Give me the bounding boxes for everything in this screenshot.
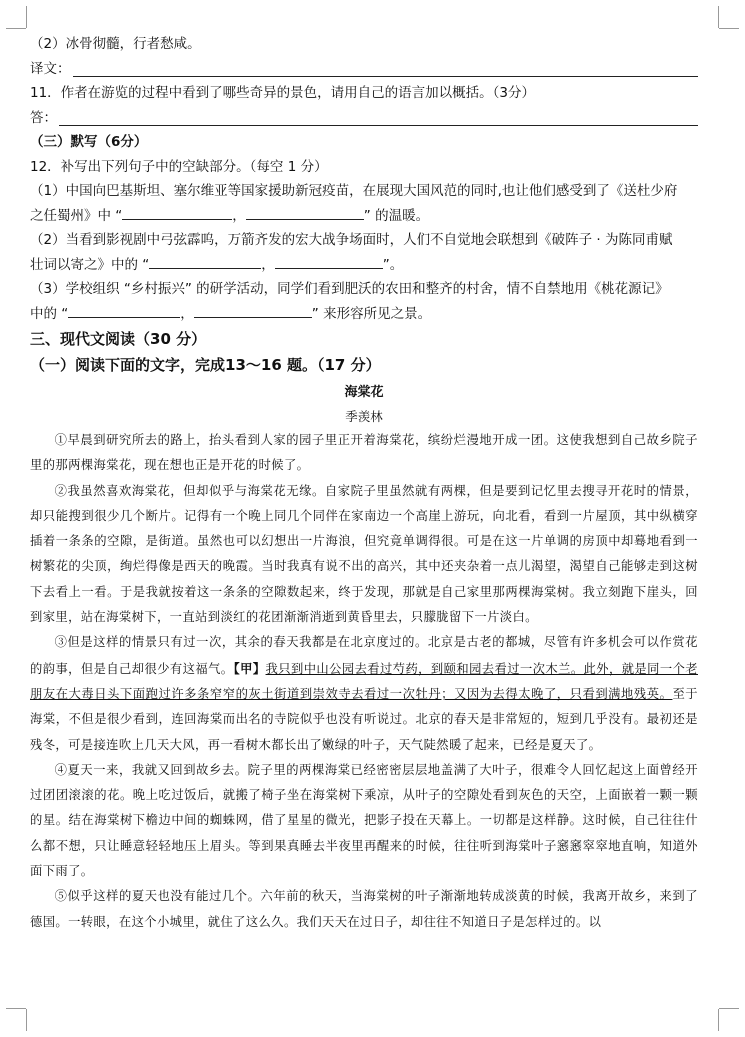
crop-mark-bottom-right-vertical: [718, 1009, 719, 1031]
paragraph-5: ⑤似乎这样的夏天也没有能过几个。六年前的秋天，当海棠树的叶子渐渐地转成淡黄的时候，我离开故乡，来到了德国。一转眼，在这个小城里，就住了这么久。我们天天在过日子，却往往不知道日子是怎样过的。以: [30, 889, 698, 929]
q12-item2-line1: （2）当看到影视剧中弓弦霹呜，万箭齐发的宏大战争场面时，人们不自觉地会联想到《破阵子 · 为陈同甫赋: [30, 232, 673, 248]
q12-intro: 12．补写出下列句子中的空缺部分。（每空 1 分）: [30, 158, 328, 175]
paragraph-4: ④夏天一来，我就又回到故乡去。院子里的两棵海棠已经密密层层地盖满了大叶子，很难令人回忆起这上面曾经开过团团滚滚的花。晚上吃过饭后，就搬了椅子坐在海棠树下乘凉，从叶子的空隙处看到灰色的天空，上面嵌着一颗一颗的星。结在海棠树下檐边中间的蜘蛛网，借了星星的微光，把影子投在天幕上。一切都是这样静。这时候，自己往往什么都不想，只让睡意轻轻地压上眉头。等到果真睡去半夜里再醒来的时候，往往听到海棠叶子窸窸窣窣地直响，知道外面下雨了。: [30, 762, 698, 879]
dictation-heading: （三）默写（6分）: [30, 134, 148, 150]
crop-mark-bottom-left: [6, 1008, 26, 1009]
q10-translation-row: [30, 57, 698, 82]
paragraph-3: ③但是这样的情景只有过一次，其余的春天我都是在北京度过的。北京是古老的都城，尽管有许多机会可以作赏花的韵事，但是自己却很少有这福气。【甲】我只到中山公园去看过芍药，到颐和园去看过一次木兰。此外，就是同一个老朋友在大毒日头下面跑过许多条窄窄的灰土街道到崇效寺去看过一次牡丹；又因为去得太晚了，只看到满地残英。至于海棠，不但是很少看到，连回海棠而出名的寺院似乎也没有听说过。北京的春天是非常短的，短到几乎没有。最初还是残冬，可是接连吹上几天大风，再一看树木都长出了嫩绿的叶子，天气陡然暖了起来，已经是夏天了。: [30, 635, 698, 752]
translation-label: 译文：: [30, 60, 71, 77]
q11-answer-row: [30, 106, 698, 131]
q12-item2-line2: 壮词以寄之》中的 “ ， ”。: [30, 253, 698, 278]
blank-2[interactable]: [246, 205, 364, 220]
crop-mark-bottom-right: [719, 1008, 739, 1009]
paragraph-2: ②我虽然喜欢海棠花，但却似乎与海棠花无缘。自家院子里虽然就有两棵，但是要到记忆里去搜寻开花时的情景，却只能搜到很少几个断片。记得有一个晚上同几个同伴在家南边一个高崖上游玩，向北看，看到一片屋顶，其中纵横穿插着一条条的空隙，是街道。虽然也可以幻想出一片海浪，但究竟单调得很。可是在这一片单调的房顶中却蓦地看到一树繁花的尖顶，绚烂得像是西天的晚霞。当时我真有说不出的高兴，其中还夹杂着一点儿渴望，渴望自己能够走到这树下去看上一看。于是我就按着这一条条的空隙数起来，终于发现，那就是自己家里那两棵海棠树。我立刻跑下崖头，回到家里，站在海棠树下，一直站到淡红的花团渐渐消逝到黄昏里去，只朦胧留下一片淡白。: [30, 483, 698, 625]
marker-jia: 【甲】: [233, 660, 266, 676]
q12-item3-line2: 中的 “ ， ” 来形容所见之景。: [30, 302, 698, 327]
q12-item3-line1: （3）学校组织 “乡村振兴” 的研学活动，同学们看到肥沃的农田和整齐的村舍，情不自禁地用《桃花源记》: [30, 281, 669, 297]
translation-answer-line[interactable]: [73, 60, 699, 77]
article-title: 海棠花: [344, 385, 384, 400]
article-author: 季羡林: [345, 409, 383, 424]
q12-item1-line1: （1）中国向巴基斯坦、塞尔维亚等国家援助新冠疫苗，在展现大国风范的同时,也让他们感受到了《送杜少府: [30, 183, 678, 199]
blank-6[interactable]: [194, 303, 312, 318]
blank-1[interactable]: [122, 205, 232, 220]
crop-mark-top-right-vertical: [718, 6, 719, 28]
q12-item1-line2: 之任蜀州》中 “ ， ” 的温暖。: [30, 204, 698, 229]
q10-item2: （2）冰骨彻髓，行者愁咸。: [30, 36, 201, 52]
blank-5[interactable]: [68, 303, 180, 318]
q11-answer-line[interactable]: [59, 109, 698, 126]
blank-4[interactable]: [275, 254, 383, 269]
paragraph-1: ①早晨到研究所去的路上，抬头看到人家的园子里正开着海棠花，缤纷烂漫地开成一团。这使我想到自己故乡院子里的那两棵海棠花，现在想也正是开花的时候了。: [30, 433, 698, 473]
blank-3[interactable]: [149, 254, 261, 269]
answer-label: 答：: [30, 109, 57, 126]
crop-mark-top-left: [6, 28, 26, 29]
exam-page: [30, 32, 698, 935]
crop-mark-top-right: [719, 28, 739, 29]
reading-section-heading: 三、现代文阅读（30 分）: [30, 330, 207, 348]
crop-mark-top-left-vertical: [26, 6, 27, 28]
q11-question: 11．作者在游览的过程中看到了哪些奇异的景色，请用自己的语言加以概括。（3分）: [30, 85, 536, 101]
crop-mark-bottom-left-vertical: [26, 1009, 27, 1031]
reading-sub-heading: （一）阅读下面的文字，完成13～16 题。（17 分）: [30, 356, 381, 374]
underlined-passage: 我只到中山公园去看过芍药，到颐和园去看过一次木兰。此外，就是同一个老朋友在大毒日头下面跑过许多条窄窄的灰土街道到崇效寺去看过一次牡丹；又因为去得太晚了，只看到满地残英。: [30, 661, 698, 701]
